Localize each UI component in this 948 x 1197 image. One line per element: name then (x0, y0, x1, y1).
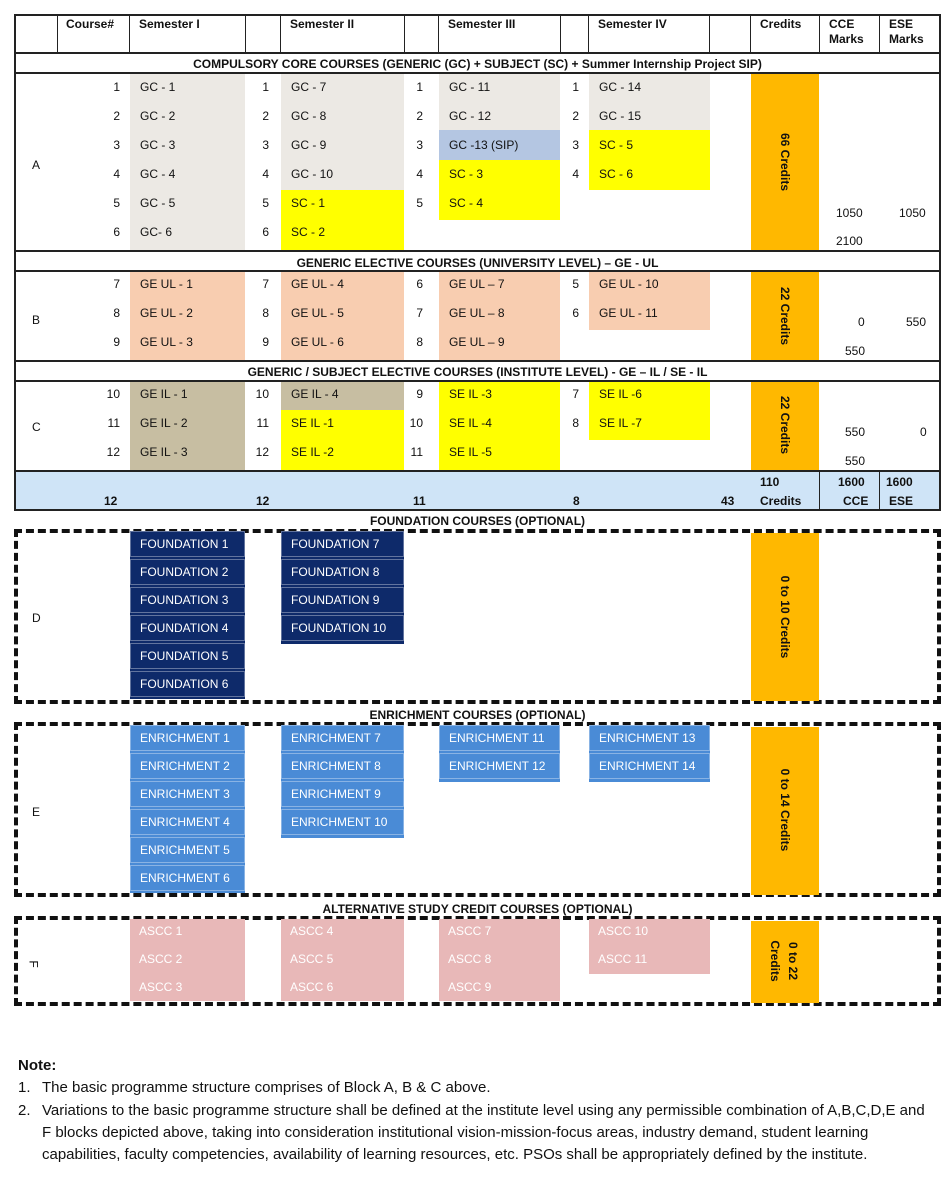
course-name: GC - 14 (599, 80, 642, 94)
course-name: SE IL -3 (449, 387, 492, 401)
course-name: GC -13 (SIP) (449, 138, 519, 152)
course-number: 7 (113, 277, 120, 291)
enrichment-course: ENRICHMENT 7 (281, 725, 404, 751)
header-course-no: Course# (66, 17, 115, 31)
block-b-cce: 0 (858, 315, 865, 329)
block-a-credits: 66 Credits (778, 132, 792, 192)
course-name: GE IL - 2 (140, 416, 188, 430)
block-d-label: D (32, 611, 41, 625)
note-1-text: The basic programme structure comprises of Block A, B & C above. (42, 1079, 491, 1096)
course-name: GC - 12 (449, 109, 492, 123)
enrichment-course: ENRICHMENT 1 (130, 725, 245, 751)
course-number: 2 (262, 109, 269, 123)
course-number: 9 (113, 335, 120, 349)
course-name: GE UL – 7 (449, 277, 505, 291)
col-line (819, 470, 820, 511)
course-name: GC - 4 (140, 167, 176, 181)
course-number: 6 (262, 225, 269, 239)
enrichment-course: ENRICHMENT 13 (589, 725, 710, 751)
course-name: SE IL -4 (449, 416, 492, 430)
ascc-course: ASCC 3 (139, 980, 183, 994)
total-courses: 43 (721, 494, 735, 508)
block-e-credits: 0 to 14 Credits (778, 768, 792, 852)
course-number: 9 (262, 335, 269, 349)
course-name: GE UL - 4 (291, 277, 344, 291)
ascc-course: ASCC 8 (448, 952, 492, 966)
course-name: GC - 9 (291, 138, 327, 152)
course-number: 9 (416, 387, 423, 401)
course-number: 3 (572, 138, 579, 152)
course-number: 5 (572, 277, 579, 291)
ascc-course: ASCC 10 (598, 924, 649, 938)
col-line (560, 14, 561, 54)
course-number: 8 (416, 335, 423, 349)
block-a-cce: 1050 (836, 206, 863, 220)
course-number: 2 (113, 109, 120, 123)
total-cce-word: CCE (843, 494, 869, 508)
block-b-ese: 550 (906, 315, 927, 329)
course-number: 11 (410, 445, 423, 459)
col-line (750, 14, 751, 54)
course-number: 12 (255, 445, 269, 459)
col-line (280, 14, 281, 54)
header-cce-marks: CCE Marks (829, 17, 864, 46)
course-name: SC - 2 (291, 225, 326, 239)
course-name: GE UL - 3 (140, 335, 193, 349)
total-sem2: 12 (256, 494, 270, 508)
total-ese-word: ESE (889, 494, 914, 508)
block-a-label: A (32, 158, 41, 172)
course-number: 5 (113, 196, 120, 210)
course-name: GC - 15 (599, 109, 642, 123)
col-line (709, 14, 710, 54)
block-e-title: ENRICHMENT COURSES (OPTIONAL) (369, 708, 586, 722)
ascc-course: ASCC 4 (290, 924, 334, 938)
block-d-credits: 0 to 10 Credits (778, 575, 792, 659)
foundation-course: FOUNDATION 9 (281, 587, 404, 613)
course-name: GE UL - 1 (140, 277, 193, 291)
course-name: GC - 3 (140, 138, 176, 152)
enrichment-course: ENRICHMENT 8 (281, 753, 404, 779)
course-number: 12 (106, 445, 120, 459)
course-name: GE IL - 4 (291, 387, 339, 401)
course-number: 5 (262, 196, 269, 210)
course-name: GE UL – 8 (449, 306, 505, 320)
ascc-course: ASCC 5 (290, 952, 334, 966)
header-semester-3: Semester III (448, 17, 516, 31)
block-f-title: ALTERNATIVE STUDY CREDIT COURSES (OPTIONAL) (322, 902, 633, 916)
enrichment-course: ENRICHMENT 14 (589, 753, 710, 779)
course-number: 8 (572, 416, 579, 430)
ascc-course: ASCC 6 (290, 980, 334, 994)
block-c-cce: 550 (845, 425, 866, 439)
enrichment-course: ENRICHMENT 12 (439, 753, 560, 779)
course-number: 6 (113, 225, 120, 239)
block-f-credits-line2: Credits (768, 940, 782, 982)
note-2-text: Variations to the basic programme structure shall be defined at the institute level using any permissible combination of A,B,C,D,E and F blocks depicted above, taking into consideration institutional vision-mission-focus areas, industry demand, student learning capabilities, faculty competencies, availability of learning resources, etc. PSOs shall be appropriately defined by the institute. (42, 1102, 925, 1163)
foundation-course: FOUNDATION 10 (281, 615, 404, 641)
course-name: GE UL - 11 (599, 306, 658, 320)
total-cce-num: 1600 (838, 475, 865, 489)
course-number: 8 (262, 306, 269, 320)
col-line (129, 14, 130, 54)
ascc-course: ASCC 1 (139, 924, 183, 938)
block-f-credits-bar (751, 921, 819, 1003)
course-name: GE UL - 5 (291, 306, 344, 320)
course-name: GC - 8 (291, 109, 327, 123)
course-name: SC - 5 (599, 138, 634, 152)
col-line (588, 14, 589, 54)
enrichment-course: ENRICHMENT 3 (130, 781, 245, 807)
foundation-course: FOUNDATION 8 (281, 559, 404, 585)
course-number: 10 (106, 387, 120, 401)
course-number: 1 (416, 80, 423, 94)
enrichment-course: ENRICHMENT 11 (439, 725, 560, 751)
course-name: GC - 10 (291, 167, 334, 181)
course-number: 1 (262, 80, 269, 94)
course-name: GE IL - 1 (140, 387, 188, 401)
block-f-label: F (26, 960, 41, 968)
course-name: GE IL - 3 (140, 445, 188, 459)
block-a-ese: 1050 (899, 206, 926, 220)
course-name: GE UL - 10 (599, 277, 659, 291)
course-name: GC- 6 (140, 225, 173, 239)
course-number: 5 (416, 196, 423, 210)
foundation-course: FOUNDATION 6 (130, 671, 245, 697)
header-credits: Credits (760, 17, 802, 31)
course-name: GE UL – 9 (449, 335, 505, 349)
course-number: 7 (416, 306, 423, 320)
foundation-course: FOUNDATION 7 (281, 531, 404, 557)
course-name: SE IL -1 (291, 416, 334, 430)
block-e-label: E (32, 805, 41, 819)
col-line (879, 14, 880, 54)
total-credits-word: Credits (760, 494, 802, 508)
course-name: GE UL - 6 (291, 335, 344, 349)
block-b-credits: 22 Credits (778, 286, 792, 346)
course-name: SE IL -5 (449, 445, 492, 459)
foundation-course: FOUNDATION 2 (130, 559, 245, 585)
course-number: 4 (113, 167, 120, 181)
course-number: 8 (113, 306, 120, 320)
course-name: GC - 2 (140, 109, 176, 123)
col-line (438, 14, 439, 54)
course-number: 7 (262, 277, 269, 291)
course-number: 6 (572, 306, 579, 320)
block-b-title: GENERIC ELECTIVE COURSES (UNIVERSITY LEVEL) – GE - UL (296, 256, 659, 270)
block-d-title: FOUNDATION COURSES (OPTIONAL) (369, 514, 586, 528)
col-line (879, 470, 880, 511)
gc-cells-sem1 (130, 74, 245, 250)
course-number: 3 (416, 138, 423, 152)
course-number: 1 (113, 80, 120, 94)
course-number: 4 (572, 167, 579, 181)
foundation-course: FOUNDATION 3 (130, 587, 245, 613)
block-a-total: 2100 (836, 234, 863, 248)
course-name: GC - 5 (140, 196, 176, 210)
note-2-num: 2. (18, 1102, 31, 1119)
course-number: 4 (262, 167, 269, 181)
foundation-course: FOUNDATION 4 (130, 615, 245, 641)
block-a-title: COMPULSORY CORE COURSES (GENERIC (GC) + SUBJECT (SC) + Summer Internship Project SIP) (193, 57, 762, 71)
total-ese-num: 1600 (886, 475, 913, 489)
course-number: 4 (416, 167, 423, 181)
course-number: 10 (409, 416, 423, 430)
block-c-label: C (32, 420, 41, 434)
course-name: GC - 11 (449, 80, 491, 94)
block-c-title: GENERIC / SUBJECT ELECTIVE COURSES (INSTITUTE LEVEL) - GE – IL / SE - IL (247, 365, 708, 379)
note-1-num: 1. (18, 1079, 31, 1096)
block-c-total: 550 (845, 454, 866, 468)
course-number: 2 (416, 109, 423, 123)
course-name: SE IL -7 (599, 416, 642, 430)
ascc-course: ASCC 9 (448, 980, 492, 994)
ascc-course: ASCC 7 (448, 924, 492, 938)
course-number: 3 (262, 138, 269, 152)
enrichment-course: ENRICHMENT 5 (130, 837, 245, 863)
enrichment-course: ENRICHMENT 4 (130, 809, 245, 835)
enrichment-course: ENRICHMENT 2 (130, 753, 245, 779)
block-b-total: 550 (845, 344, 866, 358)
enrichment-course: ENRICHMENT 10 (281, 809, 404, 835)
header-semester-4: Semester IV (598, 17, 667, 31)
header-semester-1: Semester I (139, 17, 200, 31)
course-number: 3 (113, 138, 120, 152)
ascc-course: ASCC 2 (139, 952, 183, 966)
totals-row (14, 470, 941, 511)
block-b-label: B (32, 313, 41, 327)
header-semester-2: Semester II (290, 17, 355, 31)
total-credits-num: 110 (760, 475, 780, 489)
foundation-course: FOUNDATION 1 (130, 531, 245, 557)
course-name: GC - 7 (291, 80, 327, 94)
course-name: SC - 1 (291, 196, 326, 210)
course-name: SE IL -6 (599, 387, 642, 401)
course-name: SC - 6 (599, 167, 634, 181)
enrichment-course: ENRICHMENT 9 (281, 781, 404, 807)
course-name: SC - 4 (449, 196, 484, 210)
notes-heading: Note: (18, 1057, 57, 1074)
col-line (245, 14, 246, 54)
total-sem3: 11 (413, 494, 426, 508)
course-number: 6 (416, 277, 423, 291)
course-name: GC - 1 (140, 80, 176, 94)
course-name: GE UL - 2 (140, 306, 193, 320)
block-c-ese: 0 (920, 425, 927, 439)
col-line (819, 14, 820, 54)
header-ese-marks: ESE Marks (889, 17, 924, 46)
course-number: 2 (572, 109, 579, 123)
course-number: 1 (572, 80, 579, 94)
ascc-course: ASCC 11 (598, 952, 648, 966)
block-c-credits: 22 Credits (778, 395, 792, 455)
foundation-course: FOUNDATION 5 (130, 643, 245, 669)
col-line (404, 14, 405, 54)
course-number: 11 (107, 416, 120, 430)
total-sem4: 8 (573, 494, 580, 508)
enrichment-course: ENRICHMENT 6 (130, 865, 245, 891)
course-number: 10 (255, 387, 269, 401)
course-number: 7 (572, 387, 579, 401)
course-name: SE IL -2 (291, 445, 334, 459)
course-name: SC - 3 (449, 167, 484, 181)
course-number: 11 (256, 416, 269, 430)
block-f-credits-line1: 0 to 22 (786, 941, 800, 980)
total-sem1: 12 (104, 494, 118, 508)
